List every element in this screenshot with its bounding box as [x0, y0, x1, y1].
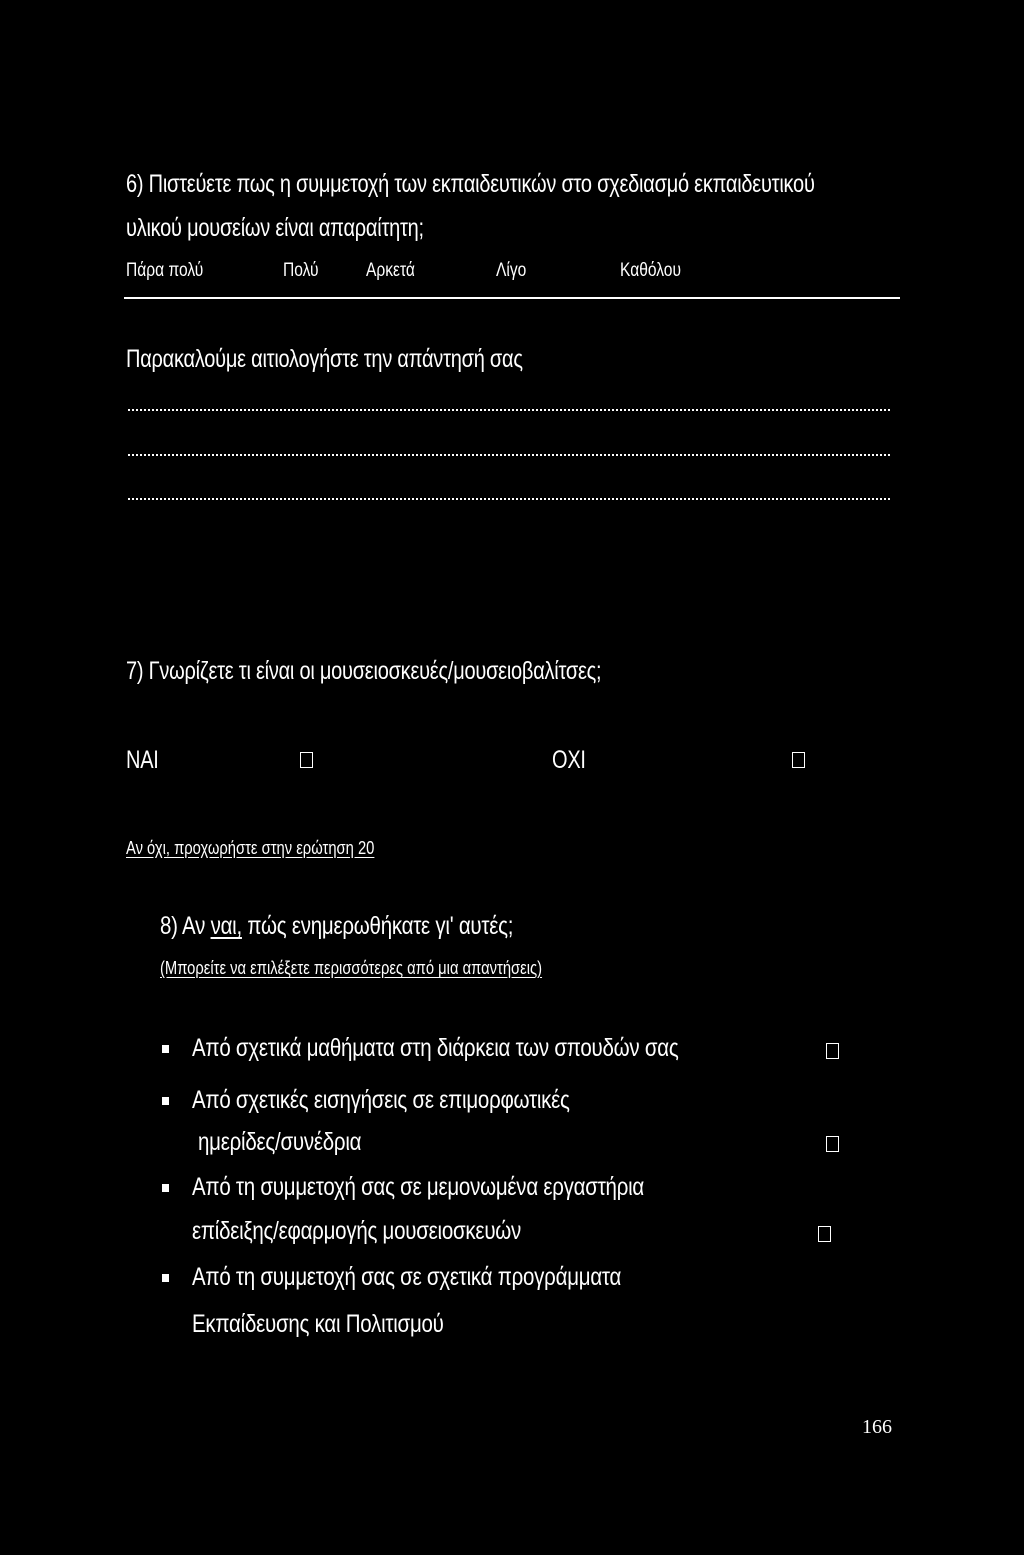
q8-item-4-line-1: Από τη συμμετοχή σας σε σχετικά προγράμματα [192, 1263, 622, 1291]
bullet-1 [162, 1045, 169, 1053]
q6-justify-prompt: Παρακαλούμε αιτιολογήστε την απάντησή σας [126, 345, 523, 373]
q6-option-2[interactable]: Πολύ [283, 260, 319, 281]
q6-option-5[interactable]: Καθόλου [620, 260, 681, 281]
bullet-3 [162, 1184, 169, 1192]
yes-checkbox[interactable] [300, 752, 313, 768]
page-number: 166 [862, 1416, 892, 1438]
q8-question [160, 912, 513, 941]
answer-line-3[interactable] [128, 498, 890, 500]
q6-option-4[interactable]: Λίγο [496, 260, 527, 281]
q6-option-1[interactable]: Πάρα πολύ [126, 260, 204, 281]
q8-yes-word: ναι, [210, 912, 242, 940]
q8-note: (Μπορείτε να επιλέξετε περισσότερες από μια απαντήσεις) [160, 958, 543, 978]
q6-line1: 6) Πιστεύετε πως η συμμετοχή των εκπαιδευτικών στο σχεδιασμό εκπαιδευτικού [126, 170, 815, 198]
options-divider [124, 297, 900, 299]
q8-item-1-line-1: Από σχετικά μαθήματα στη διάρκεια των σπουδών σας [192, 1034, 679, 1062]
q6-line2: υλικού μουσείων είναι απαραίτητη; [126, 214, 424, 242]
q7-skip-note: Αν όχι, προχωρήστε στην ερώτηση 20 [126, 838, 375, 858]
item-1-checkbox[interactable] [826, 1043, 839, 1059]
bullet-4 [162, 1274, 169, 1282]
item-3-checkbox[interactable] [818, 1226, 831, 1242]
no-checkbox[interactable] [792, 752, 805, 768]
q7-question: 7) Γνωρίζετε τι είναι οι μουσειοσκευές/μουσειοβαλίτσες; [126, 657, 602, 685]
q8-rest: πώς ενημερωθήκατε γι' αυτές; [241, 912, 514, 940]
q8-item-3-line-2: επίδειξης/εφαρμογής μουσειοσκευών [192, 1217, 522, 1245]
q8-item-2-line-1: Από σχετικές εισηγήσεις σε επιμορφωτικές [192, 1086, 570, 1114]
q8-item-2-line-2: ημερίδες/συνέδρια [198, 1128, 362, 1156]
q6-option-3[interactable]: Αρκετά [366, 260, 415, 281]
q8-item-3-line-1: Από τη συμμετοχή σας σε μεμονωμένα εργαστήρια [192, 1173, 645, 1201]
q8-prefix: 8) Αν [160, 912, 211, 940]
q7-no-label: ΟΧΙ [552, 746, 586, 774]
item-2-checkbox[interactable] [826, 1136, 839, 1152]
q8-item-4-line-2: Εκπαίδευσης και Πολιτισμού [192, 1310, 444, 1338]
answer-line-1[interactable] [128, 409, 890, 411]
bullet-2 [162, 1097, 169, 1105]
q7-yes-label: ΝΑΙ [126, 746, 159, 774]
answer-line-2[interactable] [128, 454, 890, 456]
